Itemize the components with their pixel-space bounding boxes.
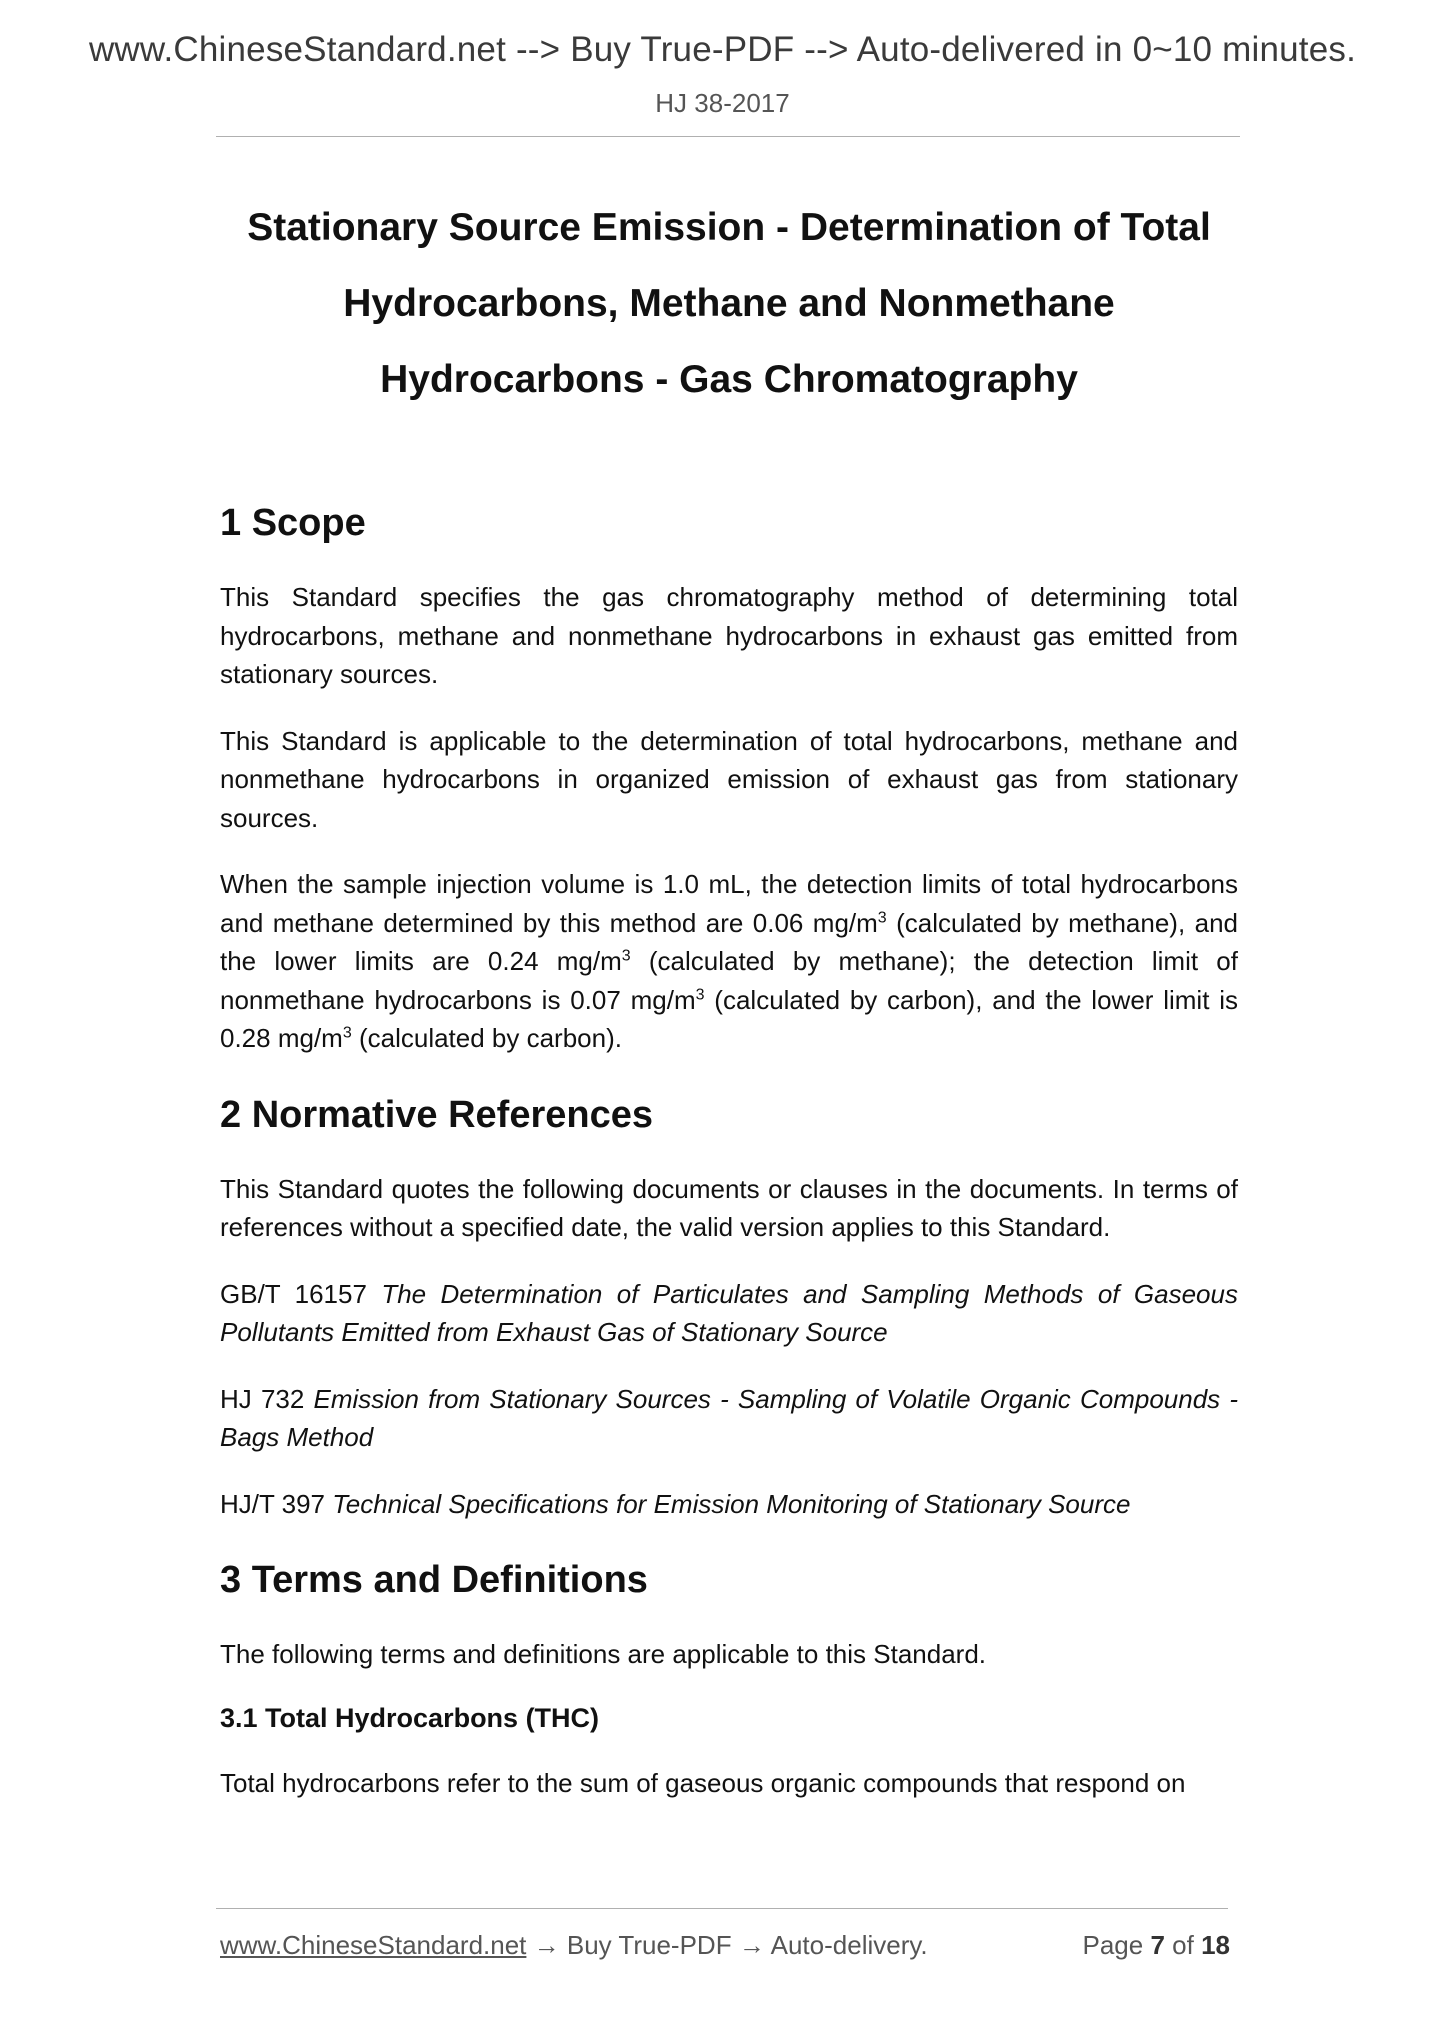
definition-text: Total hydrocarbons refer to the sum of gaseous organic compounds that respond on	[220, 1767, 1186, 1798]
scope-paragraph-3	[220, 865, 1238, 1058]
footer-buy-text: Buy True-PDF	[566, 1930, 732, 1960]
reference-title: Emission from Stationary Sources - Sampling of Volatile Organic Compounds - Bags Method	[220, 1383, 1238, 1452]
document-number: HJ 38-2017	[655, 88, 790, 118]
scope-paragraph-1: This Standard specifies the gas chromatography method of determining total hydrocarbons, methane and nonmethane hydrocarbons in exhaust gas emitted from stationary sources.	[220, 582, 1238, 689]
total-pages: 18	[1201, 1930, 1230, 1960]
reference-code: GB/T 16157	[220, 1278, 367, 1309]
arrow-right-icon: →	[533, 1930, 560, 1960]
website-link[interactable]: www.ChineseStandard.net	[220, 1930, 527, 1960]
page-indicator	[1082, 1930, 1230, 1961]
scope-paragraph-2: This Standard is applicable to the determination of total hydrocarbons, methane and nonmethane hydrocarbons in organized emission of exhaust gas from stationary sources.	[220, 725, 1238, 833]
header-divider	[216, 136, 1240, 137]
section-normative-references	[220, 1090, 1238, 1524]
title-line: Hydrocarbons, Methane and Nonmethane	[343, 282, 1115, 325]
terms-intro: The following terms and definitions are applicable to this Standard.	[220, 1639, 986, 1669]
text-run: (calculated by methane); the detection limit of nonmethane hydrocarbons is 0.07 mg/m	[220, 946, 1238, 1015]
site-banner: www.ChineseStandard.net --> Buy True-PDF --> Auto-delivered in 0~10 minutes.	[88, 30, 1357, 69]
footer-divider	[216, 1908, 1228, 1909]
references-intro: This Standard quotes the following documents or clauses in the documents. In terms of references without a specified date, the valid version applies to this Standard.	[220, 1173, 1238, 1242]
document-title	[220, 190, 1238, 418]
title-line: Stationary Source Emission - Determination of Total	[247, 206, 1211, 249]
title-line: Hydrocarbons - Gas Chromatography	[380, 358, 1078, 401]
text-run: (calculated by carbon), and the lower limit is 0.28 mg/m	[220, 984, 1238, 1053]
text-run: (calculated by carbon).	[351, 1023, 622, 1053]
section-scope	[220, 498, 1238, 1058]
of-label: of	[1172, 1930, 1194, 1960]
page-label: Page	[1082, 1930, 1144, 1960]
section-terms-definitions	[220, 1555, 1238, 1802]
reference-item	[220, 1380, 1238, 1457]
reference-item	[220, 1485, 1238, 1524]
current-page: 7	[1150, 1930, 1165, 1960]
superscript: 3	[342, 1024, 352, 1042]
reference-title: The Determination of Particulates and Sampling Methods of Gaseous Pollutants Emitted from Exhaust Gas of Stationary Source	[220, 1278, 1238, 1347]
page-content	[220, 190, 1238, 1802]
section-heading: 2 Normative References	[220, 1093, 653, 1136]
superscript: 3	[877, 908, 887, 926]
reference-title: Technical Specifications for Emission Monitoring of Stationary Source	[332, 1488, 1131, 1519]
footer-auto-text: Auto-delivery.	[770, 1930, 928, 1960]
reference-code: HJ/T 397	[220, 1488, 326, 1519]
text-run: (calculated by methane), and the lower limits are 0.24 mg/m	[220, 907, 1238, 976]
arrow-right-icon: →	[738, 1930, 765, 1960]
reference-code: HJ 732	[220, 1383, 305, 1414]
reference-item	[220, 1275, 1238, 1352]
section-heading: 3 Terms and Definitions	[220, 1559, 648, 1601]
subsection-heading: 3.1 Total Hydrocarbons (THC)	[220, 1702, 600, 1733]
text-run: When the sample injection volume is 1.0 mL, the detection limits of total hydrocarbons and methane determined by this method are 0.06 mg/m	[220, 869, 1238, 938]
page-footer	[220, 1930, 1230, 1970]
section-heading: 1 Scope	[220, 502, 366, 544]
footer-promo	[220, 1930, 928, 1961]
superscript: 3	[695, 985, 705, 1003]
superscript: 3	[621, 947, 631, 965]
